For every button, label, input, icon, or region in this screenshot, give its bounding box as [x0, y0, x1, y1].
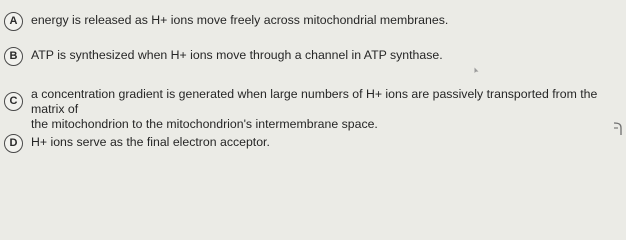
option-text: a concentration gradient is generated when large numbers of H+ ions are passively transported from the matrix of the mitochondrion to the mitochondrion's intermembrane space. [31, 87, 598, 131]
answer-option-a[interactable] [4, 12, 622, 31]
option-letter-badge[interactable]: A [4, 12, 23, 31]
option-text: H+ ions serve as the final electron acceptor. [31, 135, 270, 149]
answer-option-d[interactable] [4, 134, 622, 153]
corner-hook-icon [612, 122, 624, 136]
option-text: ATP is synthesized when H+ ions move through a channel in ATP synthase. [31, 48, 443, 62]
mouse-cursor-icon [474, 67, 479, 74]
option-letter-badge[interactable]: C [4, 92, 23, 111]
option-text: energy is released as H+ ions move freely across mitochondrial membranes. [31, 13, 449, 27]
option-letter-badge[interactable]: B [4, 47, 23, 66]
answer-option-b[interactable] [4, 47, 622, 66]
option-letter-badge[interactable]: D [4, 134, 23, 153]
answer-option-c[interactable] [4, 86, 622, 132]
